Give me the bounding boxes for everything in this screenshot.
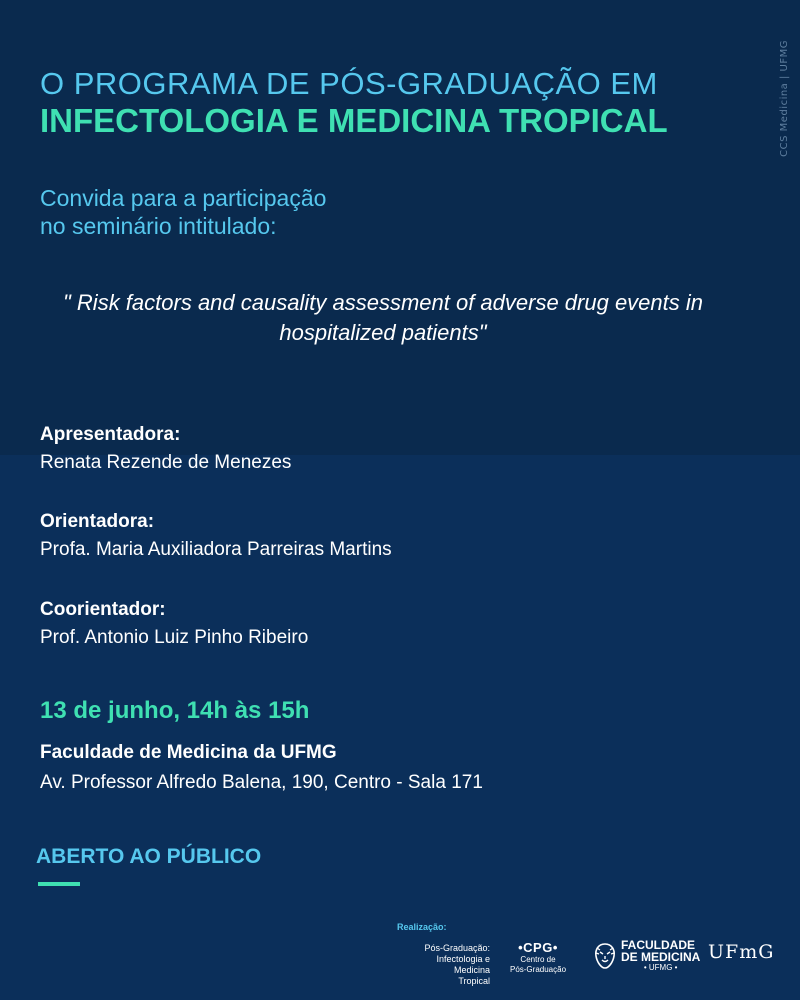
program-name: INFECTOLOGIA E MEDICINA TROPICAL xyxy=(40,102,668,139)
cpg-logo xyxy=(507,940,569,975)
fm-logo-line-3: • UFMG • xyxy=(643,963,678,972)
pg-logo-line-2: Infectologia e Medicina xyxy=(436,954,490,975)
bottom-background xyxy=(0,455,800,1000)
coadvisor-role: Coorientador: xyxy=(40,599,166,620)
invite-line-1: Convida para a participação xyxy=(40,185,327,211)
advisor-name: Profa. Maria Auxiliadora Parreiras Martins xyxy=(40,539,392,560)
seminar-title: " Risk factors and causality assessment of adverse drug events in hospitalized patients" xyxy=(63,290,703,345)
event-venue: Faculdade de Medicina da UFMG xyxy=(40,742,337,763)
cpg-logo-title: •CPG• xyxy=(518,940,558,955)
advisor-role: Orientadora: xyxy=(40,511,155,532)
fm-logo-line-2: DE MEDICINA xyxy=(621,950,701,964)
side-credit: CCS Medicina | UFMG xyxy=(779,40,790,157)
event-address: Av. Professor Alfredo Balena, 190, Centro - Sala 171 xyxy=(40,772,483,793)
event-date-time: 13 de junho, 14h às 15h xyxy=(40,697,310,724)
cpg-logo-sub-2: Pós-Graduação xyxy=(509,965,567,974)
open-to-public-label: ABERTO AO PÚBLICO xyxy=(36,845,262,868)
pg-program-logo xyxy=(398,943,490,987)
cpg-logo-sub-1: Centro de xyxy=(520,955,556,964)
pg-logo-line-1: Pós-Graduação: xyxy=(424,943,490,953)
faculdade-medicina-logo xyxy=(593,939,700,972)
fm-logo-line-1: FACULDADE xyxy=(621,938,695,952)
ufmg-logo: UFmG xyxy=(708,941,775,963)
pg-logo-line-3: Tropical xyxy=(458,976,490,986)
program-heading: O PROGRAMA DE PÓS-GRADUAÇÃO EM xyxy=(40,66,658,101)
presenter-name: Renata Rezende de Menezes xyxy=(40,452,292,473)
invite-line-2: no seminário intitulado: xyxy=(40,213,277,239)
coadvisor-name: Prof. Antonio Luiz Pinho Ribeiro xyxy=(40,627,309,648)
invite-text xyxy=(40,184,326,240)
open-underline xyxy=(38,882,80,886)
presenter-role: Apresentadora: xyxy=(40,424,181,445)
lion-icon xyxy=(593,942,617,970)
realizacao-label: Realização: xyxy=(397,922,447,932)
